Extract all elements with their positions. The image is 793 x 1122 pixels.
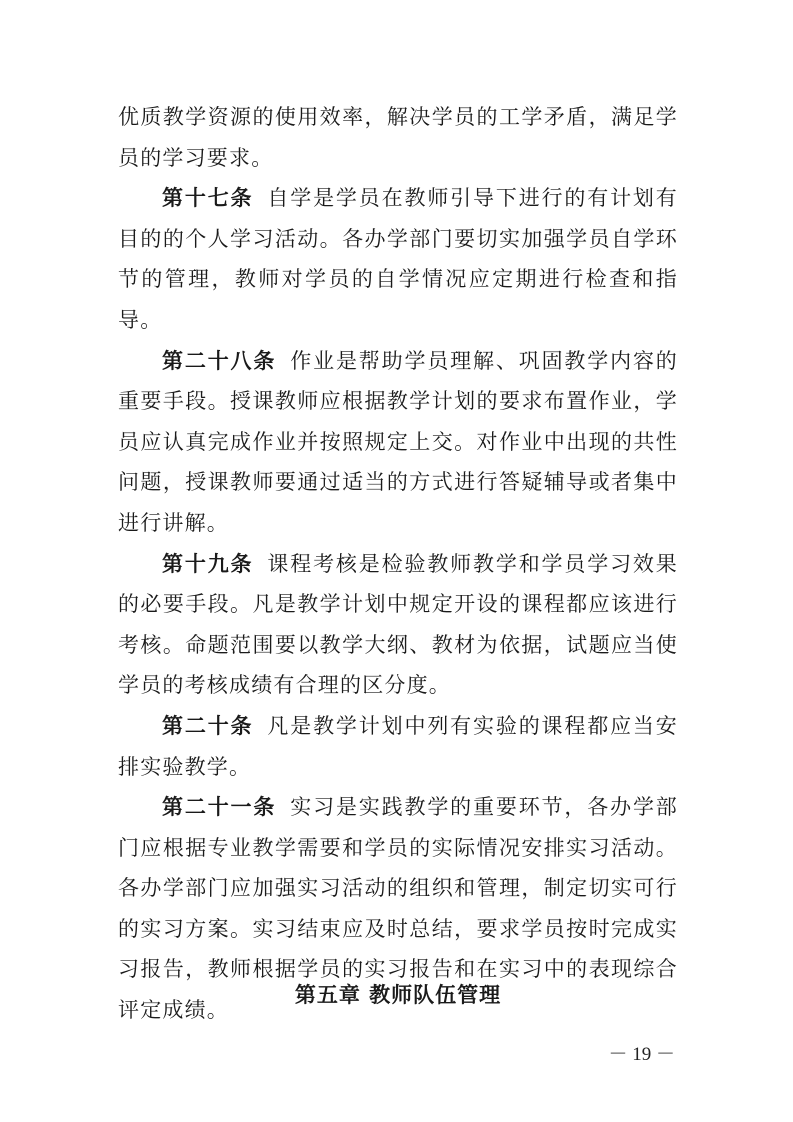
article-title: 第二十一条 bbox=[162, 795, 277, 820]
article-text: 课程考核是检验教师教学和学员学习效果的必要手段。凡是教学计划中规定开设的课程都应该进行考核。命题范围要以教学大纲、教材为依据，试题应当使学员的考核成绩有合理的区分度。 bbox=[118, 551, 678, 698]
article-title: 第十九条 bbox=[162, 551, 254, 576]
paragraph-continuation bbox=[118, 97, 678, 178]
article-28 bbox=[118, 341, 678, 544]
article-text: 凡是教学计划中列有实验的课程都应当安排实验教学。 bbox=[118, 713, 678, 779]
article-text: 实习是实践教学的重要环节，各办学部门应根据专业教学需要和学员的实际情况安排实习活动。各办学部门应加强实习活动的组织和管理，制定切实可行的实习方案。实习结束应及时总结，要求学员按时完成实习报告，教师根据学员的实习报告和在实习中的表现综合评定成绩。 bbox=[118, 795, 679, 1023]
article-title: 第十七条 bbox=[162, 186, 254, 211]
article-19 bbox=[118, 544, 678, 706]
page-number: － 19 － bbox=[608, 1044, 675, 1065]
article-title: 第二十八条 bbox=[162, 348, 277, 373]
article-title: 第二十条 bbox=[162, 713, 254, 738]
paragraph-text: 优质教学资源的使用效率，解决学员的工学矛盾，满足学员的学习要求。 bbox=[118, 105, 678, 170]
article-17 bbox=[118, 178, 678, 340]
article-text: 作业是帮助学员理解、巩固教学内容的重要手段。授课教师应根据教学计划的要求布置作业，学员应认真完成作业并按照规定上交。对作业中出现的共性问题，授课教师要通过适当的方式进行答疑辅导或者集中进行讲解。 bbox=[118, 348, 679, 535]
article-20 bbox=[118, 706, 678, 787]
chapter-heading: 第五章 教师队伍管理 bbox=[294, 983, 502, 1007]
body-text bbox=[118, 97, 678, 1031]
article-text: 自学是学员在教师引导下进行的有计划有目的的个人学习活动。各办学部门要切实加强学员自学环节的管理，教师对学员的自学情况应定期进行检查和指导。 bbox=[118, 186, 678, 332]
